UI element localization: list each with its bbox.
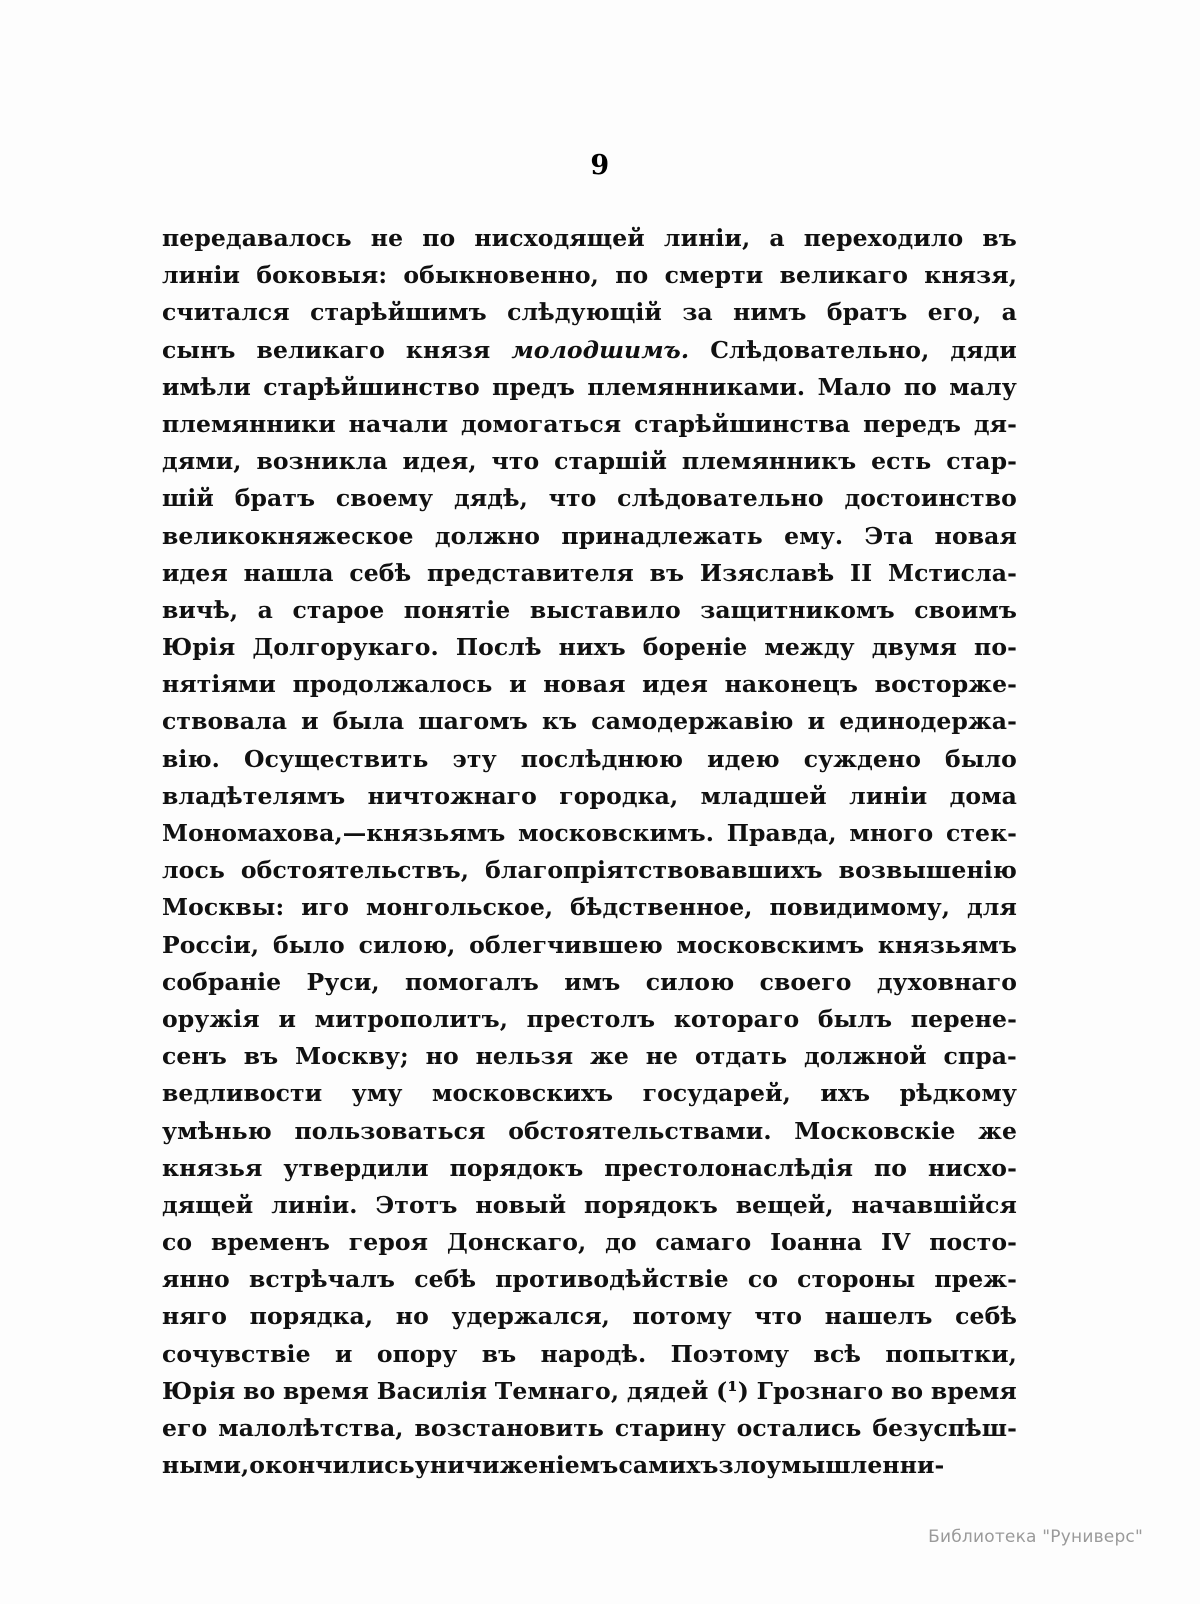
text-word: дями, bbox=[162, 447, 242, 476]
text-word: шій bbox=[162, 484, 214, 513]
text-word: самихъ bbox=[618, 1451, 719, 1480]
text-word: послѣднюю bbox=[520, 744, 684, 773]
text-word: дома bbox=[949, 781, 1017, 810]
text-word: Москвы: bbox=[162, 893, 285, 922]
text-word: ствовала bbox=[162, 707, 288, 736]
text-word: рѣдкому bbox=[899, 1079, 1017, 1108]
text-word: Іоанна bbox=[770, 1228, 863, 1257]
text-word: продолжалось bbox=[292, 670, 493, 699]
text-word: слѣдовательно bbox=[617, 484, 824, 513]
text-word: себѣ bbox=[414, 1265, 477, 1294]
text-word: а bbox=[1001, 298, 1017, 327]
text-word: (¹) bbox=[716, 1376, 749, 1405]
text-word: Руси, bbox=[306, 967, 380, 996]
text-word: въ bbox=[982, 224, 1017, 252]
text-word: владѣтелямъ bbox=[162, 781, 346, 810]
text-line bbox=[162, 889, 1017, 926]
text-word: по bbox=[873, 1153, 908, 1182]
text-word: силою, bbox=[358, 930, 456, 959]
text-word: порядокъ bbox=[584, 1190, 718, 1219]
text-line bbox=[162, 220, 1017, 257]
text-word: Долгорукаго. bbox=[252, 633, 439, 662]
text-word: Правда, bbox=[726, 819, 837, 847]
library-watermark: Библиотека "Руниверс" bbox=[928, 1527, 1143, 1547]
text-word: нисхо- bbox=[927, 1153, 1017, 1182]
text-word: нашелъ bbox=[824, 1302, 933, 1331]
text-word: должной bbox=[804, 1042, 927, 1071]
text-word: Поэтому bbox=[670, 1339, 790, 1368]
page-number: 9 bbox=[590, 150, 610, 181]
text-word: Слѣдовательно, bbox=[710, 335, 930, 364]
text-word: сенъ bbox=[162, 1042, 227, 1071]
text-word: престолъ bbox=[526, 1004, 656, 1033]
text-word: бѣдственное, bbox=[570, 893, 753, 922]
text-word: московскимъ. bbox=[518, 819, 715, 847]
text-word: идея bbox=[162, 558, 228, 587]
text-word: котораго bbox=[673, 1004, 800, 1033]
text-word: обстоятельствъ, bbox=[240, 856, 470, 885]
text-word: Василія bbox=[376, 1376, 488, 1405]
text-line bbox=[162, 294, 1017, 331]
text-word: сынъ bbox=[162, 335, 236, 364]
text-word: двумя bbox=[871, 633, 957, 662]
text-word: попытки, bbox=[885, 1339, 1017, 1368]
text-line bbox=[162, 703, 1017, 740]
text-line bbox=[162, 592, 1017, 629]
text-line bbox=[162, 1447, 1017, 1484]
text-word: имъ bbox=[564, 967, 621, 996]
text-word: всѣ bbox=[813, 1339, 861, 1368]
text-word: преж- bbox=[934, 1265, 1017, 1294]
text-word: остались bbox=[736, 1414, 862, 1442]
text-word: старѣйшинство bbox=[263, 372, 480, 401]
text-word: много bbox=[849, 819, 934, 847]
text-word: князя bbox=[405, 335, 491, 364]
text-word: идея, bbox=[402, 447, 477, 476]
text-word: старѣйшинства bbox=[634, 409, 851, 438]
text-word: удержался, bbox=[451, 1302, 610, 1331]
text-word: умѣнью bbox=[162, 1116, 272, 1145]
text-word: пользоваться bbox=[294, 1116, 486, 1145]
text-word: янно bbox=[162, 1265, 230, 1294]
text-word: Мстисла- bbox=[887, 558, 1017, 587]
text-line bbox=[162, 1150, 1017, 1187]
text-word: государей, bbox=[642, 1079, 791, 1108]
text-line bbox=[162, 815, 1017, 852]
text-word: нимъ bbox=[733, 298, 807, 327]
text-word: и bbox=[334, 1339, 353, 1368]
text-word: боковыя: bbox=[256, 261, 388, 290]
text-word: отдать bbox=[694, 1042, 788, 1071]
text-word: смерти bbox=[664, 261, 764, 290]
text-word: Изяславѣ bbox=[699, 558, 835, 587]
text-word: предъ bbox=[492, 372, 575, 401]
text-word: нисходящей bbox=[474, 224, 645, 252]
text-line bbox=[162, 1075, 1017, 1112]
text-word: племянники bbox=[162, 409, 336, 438]
text-word: принадлежать bbox=[561, 521, 763, 550]
text-word: но bbox=[425, 1042, 459, 1071]
text-word: своего bbox=[759, 967, 852, 996]
text-word: считался bbox=[162, 298, 290, 327]
text-word: ведливости bbox=[162, 1079, 323, 1108]
text-word: между bbox=[764, 633, 855, 662]
text-line bbox=[162, 443, 1017, 480]
text-word: порядка, bbox=[249, 1302, 374, 1331]
text-word: идея bbox=[642, 670, 708, 699]
text-word: Донскаго, bbox=[446, 1228, 587, 1257]
text-word: что bbox=[548, 484, 597, 513]
text-word: выставило bbox=[529, 595, 681, 624]
text-word: по bbox=[615, 261, 649, 290]
text-word: себѣ bbox=[955, 1302, 1017, 1331]
text-word: московскихъ bbox=[431, 1079, 614, 1108]
text-word: племянникъ bbox=[681, 447, 857, 476]
text-word: монгольское, bbox=[365, 893, 554, 922]
body-text bbox=[162, 220, 1017, 1484]
text-word: престолонаслѣдія bbox=[604, 1153, 854, 1182]
text-line bbox=[162, 666, 1017, 703]
text-word: по bbox=[422, 224, 456, 252]
text-word: злоумышленни- bbox=[718, 1451, 945, 1480]
text-word: а bbox=[769, 224, 785, 252]
text-word: дяди bbox=[950, 335, 1017, 364]
text-word: племянниками. bbox=[587, 372, 806, 401]
text-word: опору bbox=[376, 1339, 458, 1368]
text-word: братъ bbox=[234, 484, 316, 513]
text-word: единодержа- bbox=[839, 707, 1017, 736]
text-word: перене- bbox=[910, 1004, 1017, 1033]
text-word: потому bbox=[632, 1302, 732, 1331]
text-line bbox=[162, 1187, 1017, 1224]
text-word: дя- bbox=[973, 409, 1017, 438]
text-word: вичѣ, bbox=[162, 595, 239, 624]
text-word: временъ bbox=[210, 1228, 330, 1257]
text-word: обыкновенно, bbox=[403, 261, 599, 290]
text-word: Московскіе bbox=[794, 1116, 956, 1145]
text-word: Мономахова,—князьямъ bbox=[162, 819, 506, 847]
text-word: восторже- bbox=[874, 670, 1017, 699]
text-word: противодѣйствіе bbox=[495, 1265, 729, 1294]
text-word: дядей bbox=[626, 1376, 709, 1405]
text-word: Темнаго, bbox=[494, 1376, 620, 1405]
text-line bbox=[162, 480, 1017, 517]
text-word: встрѣчалъ bbox=[248, 1265, 396, 1294]
text-word: ему. bbox=[784, 521, 844, 550]
text-word: старое bbox=[292, 595, 385, 624]
text-word: самодержавію bbox=[591, 707, 794, 736]
text-word: слѣдующій bbox=[507, 298, 662, 327]
text-word: и bbox=[807, 707, 826, 736]
text-word: помогалъ bbox=[404, 967, 539, 996]
text-word: должно bbox=[434, 521, 541, 550]
text-word: его bbox=[162, 1414, 208, 1442]
text-word: есть bbox=[871, 447, 932, 476]
text-word: Грознаго bbox=[756, 1376, 884, 1405]
text-line bbox=[162, 1038, 1017, 1075]
text-word: Москву; bbox=[295, 1042, 409, 1071]
text-word: во bbox=[243, 1376, 276, 1405]
text-word: себѣ bbox=[349, 558, 412, 587]
text-word: Юрія bbox=[162, 633, 236, 662]
text-word: и bbox=[509, 670, 527, 699]
text-word: а bbox=[257, 595, 273, 624]
text-word: братъ bbox=[826, 298, 908, 327]
text-word: II bbox=[850, 558, 873, 587]
text-word: линіи bbox=[849, 781, 928, 810]
text-word: великокняжеское bbox=[162, 521, 414, 550]
text-word: не bbox=[645, 1042, 679, 1071]
text-line bbox=[162, 257, 1017, 294]
text-word: вію. bbox=[162, 744, 220, 773]
text-word: же bbox=[590, 1042, 629, 1071]
text-word: къ bbox=[541, 707, 578, 736]
text-word: малу bbox=[949, 372, 1017, 401]
text-word: порядокъ bbox=[449, 1153, 584, 1182]
text-word: шагомъ bbox=[418, 707, 528, 736]
text-word: великаго bbox=[779, 261, 908, 290]
text-word: былъ bbox=[817, 1004, 893, 1033]
text-word: линіи bbox=[162, 261, 241, 290]
text-word: городка, bbox=[559, 781, 679, 810]
text-word: во bbox=[891, 1376, 924, 1405]
text-word: была bbox=[332, 707, 405, 736]
text-word: домогаться bbox=[461, 409, 622, 438]
text-word: уничиженіемъ bbox=[414, 1451, 619, 1480]
text-word: новая bbox=[934, 521, 1017, 550]
text-word: линіи, bbox=[663, 224, 751, 252]
text-word: наконецъ bbox=[724, 670, 859, 699]
text-word: новая bbox=[543, 670, 626, 699]
text-word: митрополитъ, bbox=[314, 1004, 508, 1033]
text-line bbox=[162, 741, 1017, 778]
text-word: спра- bbox=[943, 1042, 1017, 1071]
text-word: защитникомъ bbox=[700, 595, 895, 624]
text-word: понятіе bbox=[403, 595, 511, 624]
text-word: великаго bbox=[256, 335, 385, 364]
text-line bbox=[162, 518, 1017, 555]
text-word: что bbox=[754, 1302, 803, 1331]
text-line bbox=[162, 629, 1017, 666]
text-word: своимъ bbox=[914, 595, 1017, 624]
text-word: героя bbox=[348, 1228, 429, 1257]
text-line bbox=[162, 1410, 1017, 1447]
text-word: уму bbox=[351, 1079, 403, 1108]
text-line bbox=[162, 1224, 1017, 1261]
text-word: имѣли bbox=[162, 372, 251, 401]
text-word: по bbox=[903, 372, 937, 401]
text-word: Эта bbox=[864, 521, 914, 550]
text-word: облегчившею bbox=[469, 930, 663, 959]
text-word: новый bbox=[475, 1190, 567, 1219]
text-word: въ bbox=[481, 1339, 517, 1368]
text-line bbox=[162, 1298, 1017, 1335]
text-word: начали bbox=[348, 409, 449, 438]
text-word: не bbox=[370, 224, 404, 252]
text-word: суждено bbox=[803, 744, 921, 773]
text-word: но bbox=[395, 1302, 429, 1331]
text-word: нашла bbox=[243, 558, 334, 587]
text-line bbox=[162, 555, 1017, 592]
text-line bbox=[162, 927, 1017, 964]
text-word: Этотъ bbox=[375, 1190, 458, 1219]
text-word: собраніе bbox=[162, 967, 282, 996]
text-word: нятіями bbox=[162, 670, 276, 699]
text-word: до bbox=[605, 1228, 637, 1257]
text-word: няго bbox=[162, 1302, 228, 1331]
text-word: безуспѣш- bbox=[872, 1414, 1017, 1442]
text-word: народѣ. bbox=[540, 1339, 647, 1368]
text-line bbox=[162, 852, 1017, 889]
text-word: начавшійся bbox=[851, 1190, 1017, 1219]
text-word: князьямъ bbox=[877, 930, 1017, 959]
text-word: для bbox=[967, 893, 1017, 922]
text-word: оружія bbox=[162, 1004, 260, 1033]
text-word: дядѣ, bbox=[453, 484, 528, 513]
text-word: вещей, bbox=[735, 1190, 834, 1219]
text-word: окончились bbox=[249, 1451, 415, 1480]
text-word: ничтожнаго bbox=[367, 781, 537, 810]
text-word: силою bbox=[645, 967, 735, 996]
text-word: со bbox=[747, 1265, 779, 1294]
text-word: достоинство bbox=[844, 484, 1017, 513]
text-line bbox=[162, 1001, 1017, 1038]
text-word: старину bbox=[614, 1414, 726, 1442]
text-word: передъ bbox=[863, 409, 961, 438]
text-word: въ bbox=[243, 1042, 279, 1071]
text-word: и bbox=[301, 707, 319, 736]
text-word: московскимъ bbox=[676, 930, 865, 959]
text-word: возстановить bbox=[414, 1414, 604, 1442]
text-line bbox=[162, 778, 1017, 815]
text-word: нельзя bbox=[475, 1042, 574, 1071]
text-word: ихъ bbox=[820, 1079, 871, 1108]
text-word: духовнаго bbox=[876, 967, 1017, 996]
text-line bbox=[162, 332, 1017, 369]
text-word: стороны bbox=[797, 1265, 916, 1294]
text-word: эту bbox=[452, 744, 497, 773]
text-word: благопріятствовавшихъ bbox=[485, 856, 823, 885]
text-line bbox=[162, 369, 1017, 406]
text-word: бореніе bbox=[642, 633, 748, 662]
text-word: повидимому, bbox=[769, 893, 951, 922]
text-word: же bbox=[978, 1116, 1017, 1145]
text-word: въ bbox=[649, 558, 685, 587]
text-word: со bbox=[162, 1228, 193, 1257]
text-line bbox=[162, 1261, 1017, 1298]
text-word: стек- bbox=[945, 819, 1017, 847]
text-word: старшій bbox=[554, 447, 668, 476]
text-word: IV bbox=[880, 1228, 911, 1257]
text-word: ными, bbox=[162, 1451, 250, 1480]
text-line bbox=[162, 406, 1017, 443]
text-word: дящей bbox=[162, 1190, 254, 1219]
text-word: малолѣтства, bbox=[218, 1414, 404, 1442]
text-word: старѣйшимъ bbox=[310, 298, 487, 327]
text-word: и bbox=[278, 1004, 296, 1033]
text-word: передавалось bbox=[162, 224, 352, 252]
text-word: утвердили bbox=[283, 1153, 429, 1182]
text-word: возникла bbox=[256, 447, 388, 476]
text-word: князья bbox=[162, 1153, 263, 1182]
text-word: время bbox=[282, 1376, 369, 1405]
text-word: лось bbox=[162, 856, 225, 885]
text-word: своему bbox=[335, 484, 434, 513]
text-word: Послѣ bbox=[455, 633, 542, 662]
text-word: что bbox=[491, 447, 540, 476]
text-word: было bbox=[945, 744, 1017, 773]
text-word: посто- bbox=[929, 1228, 1017, 1257]
text-word: переходило bbox=[803, 224, 964, 252]
text-line bbox=[162, 964, 1017, 1001]
text-word: представителя bbox=[426, 558, 634, 587]
text-word: младшей bbox=[700, 781, 827, 810]
text-word: стар- bbox=[946, 447, 1017, 476]
text-line bbox=[162, 1336, 1017, 1373]
text-word: идею bbox=[707, 744, 780, 773]
text-line bbox=[162, 1373, 1017, 1410]
text-word: иго bbox=[301, 893, 350, 922]
text-word: за bbox=[682, 298, 713, 327]
text-word: нихъ bbox=[558, 633, 626, 662]
text-word: линіи. bbox=[271, 1190, 358, 1219]
text-word: Россіи, bbox=[162, 930, 260, 959]
text-word: по- bbox=[974, 633, 1017, 662]
text-word: обстоятельствами. bbox=[508, 1116, 772, 1145]
text-word: Осуществить bbox=[244, 744, 429, 773]
text-word: молодшимъ. bbox=[511, 335, 690, 364]
text-word: князя, bbox=[924, 261, 1017, 290]
text-word: его, bbox=[927, 298, 982, 327]
text-word: возвышенію bbox=[838, 856, 1017, 885]
text-word: Мало bbox=[817, 372, 892, 401]
text-word: Юрія bbox=[162, 1376, 236, 1405]
text-line bbox=[162, 1113, 1017, 1150]
text-word: время bbox=[930, 1376, 1017, 1405]
text-word: самаго bbox=[655, 1228, 752, 1257]
text-word: сочувствіе bbox=[162, 1339, 311, 1368]
text-word: было bbox=[272, 930, 345, 959]
